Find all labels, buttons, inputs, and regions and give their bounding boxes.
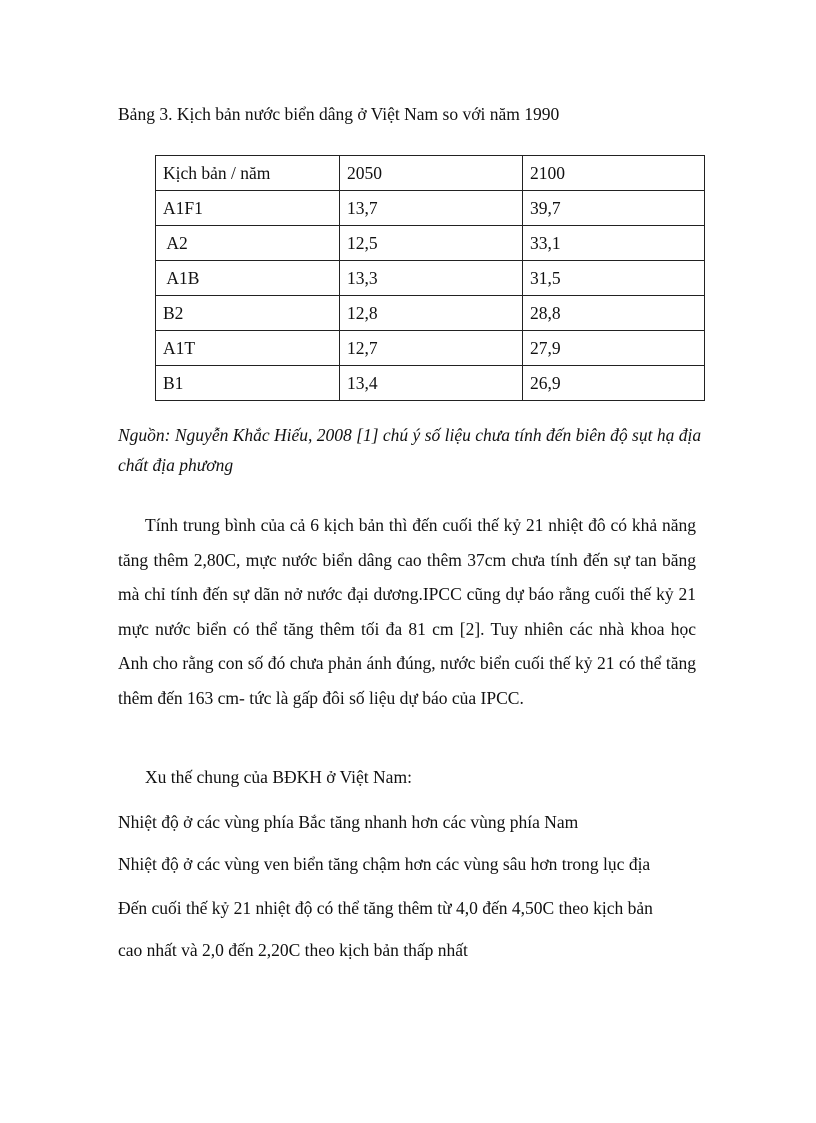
trend-heading: Xu thế chung của BĐKH ở Việt Nam:	[145, 767, 412, 787]
table-row	[156, 366, 705, 401]
table-cell: 12,7	[340, 331, 523, 366]
table-cell: A1B	[156, 261, 340, 296]
body-paragraph: Tính trung bình của cả 6 kịch bản thì đến cuối thế kỷ 21 nhiệt đô có khả năng tăng thêm 2,80C, mực nước biển dâng cao thêm 37cm chưa tính đến sự tan băng mà chỉ tính đến sự dãn nở nước đại dương.IPCC cũng dự báo rằng cuối thế kỷ 21 mực nước biển có thể tăng thêm tối đa 81 cm [2]. Tuy nhiên các nhà khoa học Anh cho rằng con số đó chưa phản ánh đúng, nước biển cuối thế kỷ 21 có thể tăng thêm đến 163 cm- tức là gấp đôi số liệu dự báo của IPCC.	[118, 515, 696, 708]
table-cell: 27,9	[523, 331, 705, 366]
table-cell: A2	[156, 226, 340, 261]
source-note: Nguồn: Nguyễn Khắc Hiếu, 2008 [1] chú ý số liệu chưa tính đến biên độ sụt hạ địa chất địa phương	[118, 425, 702, 475]
table-header-row	[156, 156, 705, 191]
table-cell: A1T	[156, 331, 340, 366]
table-row	[156, 191, 705, 226]
trend-line: cao nhất và 2,0 đến 2,20C theo kịch bản thấp nhất	[118, 940, 468, 960]
header-cell-scenario: Kịch bản / năm	[156, 156, 340, 191]
table-row	[156, 261, 705, 296]
table-row	[156, 226, 705, 261]
header-cell-2050: 2050	[340, 156, 523, 191]
table-cell: 26,9	[523, 366, 705, 401]
trend-line: Đến cuối thế kỷ 21 nhiệt độ có thể tăng thêm từ 4,0 đến 4,50C theo kịch bản	[118, 898, 653, 918]
table-row	[156, 296, 705, 331]
table-cell: 12,8	[340, 296, 523, 331]
table-cell: 13,3	[340, 261, 523, 296]
table-cell: 31,5	[523, 261, 705, 296]
table-cell: A1F1	[156, 191, 340, 226]
sea-level-table	[155, 155, 705, 401]
table-cell: B1	[156, 366, 340, 401]
trend-line: Nhiệt độ ở các vùng ven biển tăng chậm hơn các vùng sâu hơn trong lục địa	[118, 854, 651, 874]
header-cell-2100: 2100	[523, 156, 705, 191]
table-cell: B2	[156, 296, 340, 331]
table-cell: 13,7	[340, 191, 523, 226]
table-cell: 28,8	[523, 296, 705, 331]
table-cell: 33,1	[523, 226, 705, 261]
table-cell: 12,5	[340, 226, 523, 261]
table-cell: 39,7	[523, 191, 705, 226]
table-cell: 13,4	[340, 366, 523, 401]
trend-line: Nhiệt độ ở các vùng phía Bắc tăng nhanh hơn các vùng phía Nam	[118, 812, 579, 832]
table-row	[156, 331, 705, 366]
table-caption: Bảng 3. Kịch bản nước biển dâng ở Việt Nam so với năm 1990	[118, 104, 560, 124]
